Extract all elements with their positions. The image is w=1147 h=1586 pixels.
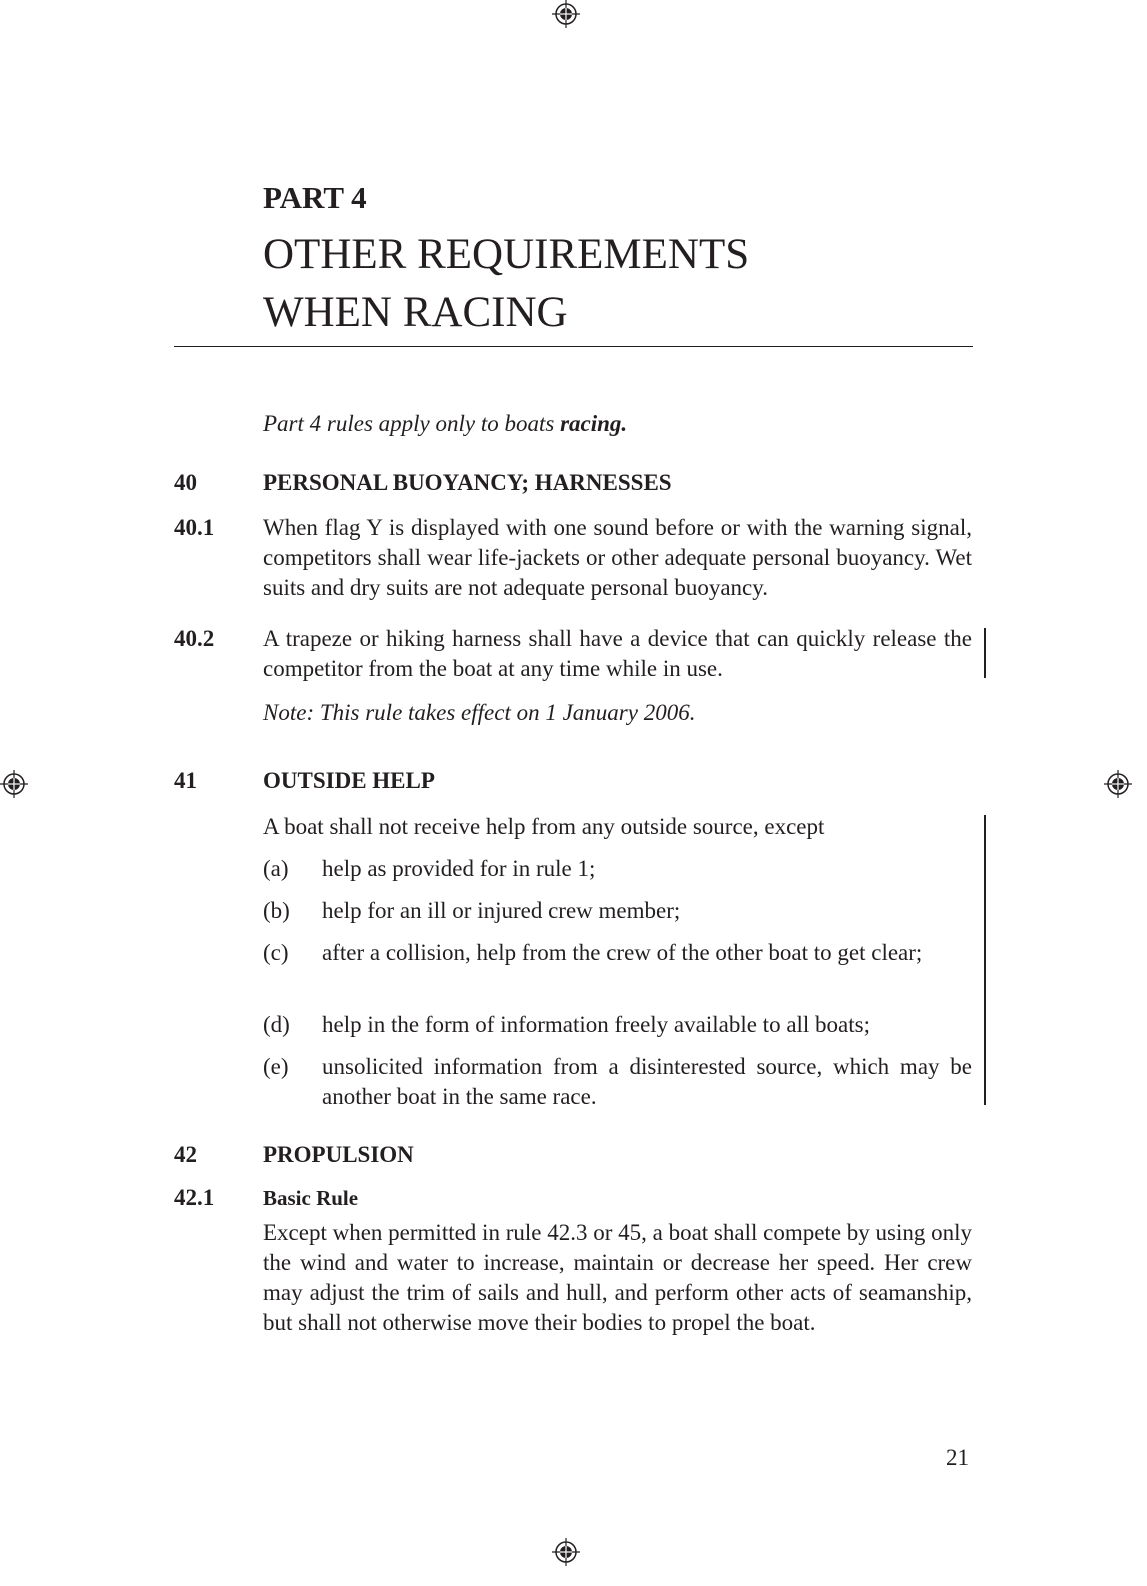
rule-text: A boat shall not receive help from any outside source, except — [263, 814, 825, 839]
rule-number: 40.1 — [174, 515, 215, 540]
rule-note: Note: This rule takes effect on 1 January 2006. — [263, 700, 696, 725]
item-label: (c) — [263, 940, 289, 965]
registration-mark-icon — [552, 0, 580, 28]
item-text: after a collision, help from the crew of the other boat to get clear; — [322, 940, 923, 965]
rule-text: A trapeze or hiking harness shall have a device that can quickly release the competitor from the boat at any time while in use. — [263, 626, 972, 681]
rule-number: 41 — [174, 768, 197, 793]
intro-text: Part 4 rules apply only to boats racing. — [263, 411, 628, 436]
item-text: help in the form of information freely available to all boats; — [322, 1012, 870, 1037]
title-line: WHEN RACING — [263, 289, 568, 336]
rule-number: 42 — [174, 1142, 197, 1167]
item-label: (b) — [263, 898, 290, 923]
item-text: help as provided for in rule 1; — [322, 856, 596, 881]
title-line: OTHER REQUIREMENTS — [263, 231, 750, 278]
rule-subheading: Basic Rule — [263, 1186, 359, 1210]
rule-number: 42.1 — [174, 1185, 215, 1210]
item-label: (e) — [263, 1054, 289, 1079]
item-text: unsolicited information from a disinterested source, which may be another boat in the same race. — [322, 1054, 972, 1109]
rule-number: 40 — [174, 470, 197, 495]
rule-heading: OUTSIDE HELP — [263, 768, 435, 793]
revision-bar — [984, 628, 986, 678]
registration-mark-icon — [1104, 770, 1132, 798]
rule-text: When flag Y is displayed with one sound before or with the warning signal, competitors shall wear life-jackets or other adequate personal buoyancy. Wet suits and dry suits are not adequate personal buoyancy. — [263, 515, 972, 600]
rule-heading: PROPULSION — [263, 1142, 414, 1167]
page-title — [263, 226, 749, 342]
rule-number: 40.2 — [174, 626, 215, 651]
registration-mark-icon — [0, 770, 28, 798]
item-label: (a) — [263, 856, 289, 881]
revision-bar — [984, 815, 986, 1105]
registration-mark-icon — [552, 1538, 580, 1566]
item-label: (d) — [263, 1012, 290, 1037]
item-text: help for an ill or injured crew member; — [322, 898, 681, 923]
rule-heading: PERSONAL BUOYANCY; HARNESSES — [263, 470, 672, 495]
part-label: PART 4 — [263, 180, 367, 215]
rule-text: Except when permitted in rule 42.3 or 45, a boat shall compete by using only the wind and water to increase, maintain or decrease her speed. Her crew may adjust the trim of sails and hull, and perform other acts of seamanship, but shall not otherwise move their bodies to propel the boat. — [263, 1220, 973, 1335]
title-divider — [174, 346, 973, 347]
page-number: 21 — [946, 1445, 969, 1470]
